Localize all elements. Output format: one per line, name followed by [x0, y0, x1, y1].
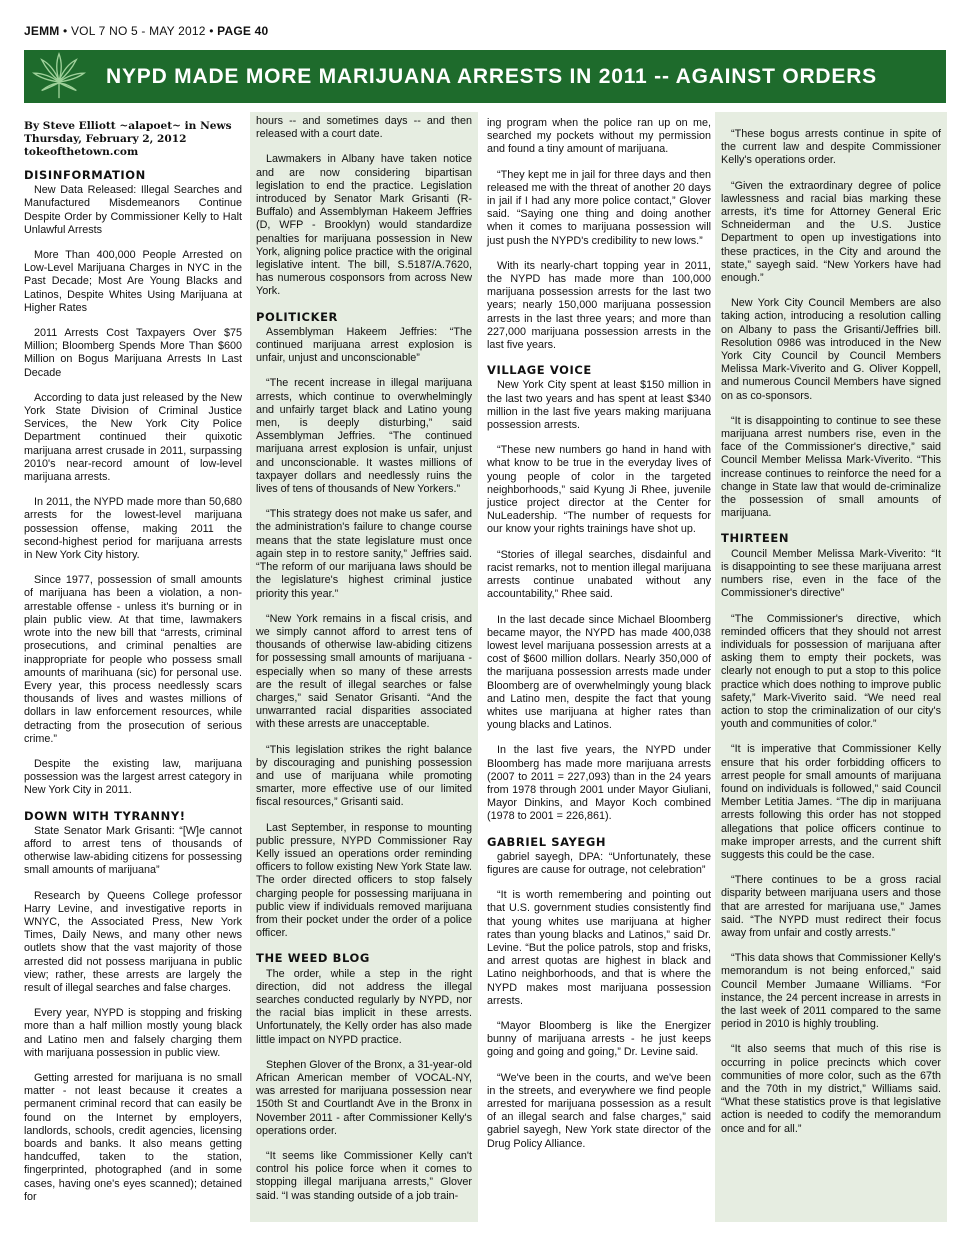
publication-name: JEMM — [24, 24, 60, 38]
section-heading: THE WEED BLOG — [256, 951, 370, 966]
paragraph: Last September, in response to mounting public pressure, NYPD Commissioner Ray Kelly issued an operations order reminding officers to follow existing New York State law. The order directed officers to stop falsely charging people for possessing marijuana in public view if individuals removed marijuana from their pocket under the order of a police officer. — [256, 821, 472, 940]
paragraph: “Mayor Bloomberg is like the Energizer bunny of marijuana arrests - he just keeps going and going and going,” Dr. Levine said. — [487, 1019, 711, 1059]
paragraph: New Data Released: Illegal Searches and Manufactured Misdemeanors Continue Despite Order by Commissioner Kelly to Halt Unlawful Arrests — [24, 184, 242, 236]
paragraph: “This data shows that Commissioner Kelly's memorandum is not being enforced,” said Council Member Jumaane Williams. “For instance, the 24 percent increase in arrests in the last week of 2011 compared to the same period in 2010 is highly troubling. — [721, 952, 941, 1031]
paragraph: “New York remains in a fiscal crisis, and we simply cannot afford to arrest tens of thousands of otherwise law-abiding citizens for possessing small amounts of marijuana - especially when so many of these arrests are the result of illegal searches or false charges,” said Senator Grisanti. “And the unwarranted racial disparities associated with these arrests are unacceptable. — [256, 612, 472, 731]
paragraph: New York City Council Members are also taking action, introducing a resolution calling on Albany to pass the Grisanti/Jeffries bill. Resolution 0986 was introduced in the New York City Council by Council Members Melissa Mark-Viverito and G. Oliver Koppell, and numerous Council Members have signed on as co-sponsors. — [721, 297, 941, 402]
page-number: PAGE 40 — [217, 24, 269, 38]
paragraph: “It is worth remembering and pointing out that U.S. government studies consistently find that young whites use marijuana at higher rates than young blacks and Latinos,” said Dr. Levine. “But the police patrols, stop and frisks, and arrest quotas are highest in black and Latino neighborhoods, and that is where the NYPD makes most marijuana possession arrests. — [487, 889, 711, 1007]
paragraph: According to data just released by the New York State Division of Criminal Justice Services, the New York City Police Department continued their quixotic marijuana arrest crusade in 2011, surpassing 2010's near-record amount of low-level marijuana arrests. — [24, 391, 242, 484]
column-4-text — [721, 128, 941, 1136]
paragraph: “It also seems that much of this rise is occurring in police precincts which cover communities of more color, such as the 67th and the 70th in my district,” Williams said. “What these statistics prove is that legislative action is needed to codify the memorandum once and for all.” — [721, 1043, 941, 1135]
column-3-text — [487, 117, 711, 1151]
section-heading: POLITICKER — [256, 309, 338, 324]
paragraph: “We've been in the courts, and we've been in the streets, and everywhere we find people arrested for marijuana possession as a result of an illegal search and false charges,” said gabriel sayegh, New York state director of the Drug Policy Alliance. — [487, 1071, 711, 1150]
paragraph: New York City spent at least $150 million in the last two years and has spent at least $340 million in the last five years making marijuana possession arrests. — [487, 379, 711, 432]
paragraph: Despite the existing law, marijuana possession was the largest arrest category in New York City in 2011. — [24, 757, 242, 797]
paragraph: Stephen Glover of the Bronx, a 31-year-old African American member of VOCAL-NY, was arrested for marijuana possession near 150th St and Courtlandt Ave in the Bronx in November 2011 - after Commissioner Kelly's operations order. — [256, 1058, 472, 1137]
paragraph: State Senator Mark Grisanti: “[W]e cannot afford to arrest tens of thousands of otherwise law-abiding citizens for possessing small amounts of marijuana” — [24, 824, 242, 877]
column-3 — [485, 112, 711, 1222]
paragraph: Research by Queens College professor Harry Levine, and investigative reports in WNYC, the Associated Press, New York Times, Daily News, and many other news outlets show that the vast majority of those arrested did not possess marijuana in public view; rather, these arrests are largely the result of illegal searches and false charges. — [24, 889, 242, 994]
paragraph: In the last five years, the NYPD under Bloomberg has made more marijuana arrests (2007 to 2011 = 227,093) than in the 24 years from 1978 through 2001 under Mayor Giuliani, Mayor Dinkins, and Mayor Koch combined (1978 to 2001 = 226,861). — [487, 744, 711, 823]
paragraph: “These new numbers go hand in hand with what know to be true in the everyday lives of young people of color in the targeted neighborhoods,” said Kyung Ji Rhee, juvenile justice project director at the Center for NuLeadership. “The number of requests for our know your rights trainings have shot up. — [487, 444, 711, 536]
paragraph: Assemblyman Hakeem Jeffries: “The continued marijuana arrest explosion is unfair, unjust and unconscionable” — [256, 325, 472, 365]
paragraph: Getting arrested for marijuana is no small matter - not least because it creates a permanent criminal record that can easily be found on the Internet by employers, landlords, schools, credit agencies, licensing boards and banks. It also means getting handcuffed, taken to the station, fingerprinted, photographed (and in some cases, having one's eyes scanned); detained for — [24, 1071, 242, 1203]
paragraph: In the last decade since Michael Bloomberg became mayor, the NYPD has made 400,038 lowest level marijuana possession arrests at a cost of $600 million dollars. Nearly 350,000 of the marijuana possession arrests made under Bloomberg are of overwhelmingly young black and Latino men, despite the fact that young whites use marijuana at higher rates than young blacks and Latinos. — [487, 613, 711, 732]
paragraph: Since 1977, possession of small amounts of marijuana has been a violation, a non-arrestable offense - unless it's burning or in plain public view. At that time, lawmakers wrote into the new bill that “arrests, criminal prosecutions, and criminal penalties are inappropriate for people who possess small amounts of marihuana (sic) for personal use. Every year, this process needlessly scars thousands of lives and wastes millions of dollars in law enforcement resources, while detracting from the prosecution of serious crime.” — [24, 574, 242, 745]
paragraph: More Than 400,000 People Arrested on Low-Level Marijuana Charges in NYC in the Past Decade; Most Are Young Blacks and Latinos, Despite Whites Using Marijuana at Higher Rates — [24, 249, 242, 314]
paragraph: The order, while a step in the right direction, did not address the illegal searches conducted regularly by NYPD, nor the racial bias implicit in these arrests. Unfortunately, the Kelly order has also made little impact on NYPD practice. — [256, 967, 472, 1046]
paragraph: “There continues to be a gross racial disparity between marijuana users and those that are arrested for marijuana use,” James said. “The NYPD must redirect their focus away from unfair and costly arrests.” — [721, 874, 941, 939]
section-heading: DOWN WITH TYRANNY! — [24, 808, 186, 823]
paragraph: “It is imperative that Commissioner Kelly ensure that his order forbidding officers to arrest people for small amounts of marijuana found on individuals is followed,” said Council Member Letitia James. “The dip in marijuana arrests following this order has not stopped allegations that police officers continue to make improper arrests, and the current shift suggests this could be the case. — [721, 743, 941, 861]
paragraph: “Stories of illegal searches, disdainful and racist remarks, not to mention illegal marijuana arrests continue unabated without any accountability,” Rhee said. — [487, 548, 711, 601]
column-2-text — [256, 115, 472, 1203]
paragraph: 2011 Arrests Cost Taxpayers Over $75 Million; Bloomberg Spends More Than $600 Million on Bogus Marijuana Arrests In Last Decade — [24, 327, 242, 379]
section-heading: THIRTEEN — [721, 531, 790, 546]
continued-paragraph: hours -- and sometimes days -- and then released with a court date. — [256, 115, 472, 141]
paragraph: “The Commissioner's directive, which reminded officers that they should not arrest individuals for possession of marijuana after asking them to empty their pockets, was clearly not enough to put a stop to this police practice which does nothing to improve public safety,” Mark-Viverito said. “We need real action to stop the criminalization of our city's youth and communities of color.” — [721, 612, 941, 731]
paragraph: With its nearly-chart topping year in 2011, the NYPD has made more than 100,000 marijuana possession arrests for the last two years; nearly 150,000 marijuana possession arrests in the last three years; and more than 227,000 marijuana possession arrests in the last five years. — [487, 259, 711, 352]
byline-author: By Steve Elliott ~alapoet~ in News — [24, 120, 232, 132]
paragraph: “This strategy does not make us safer, and the administration's failure to change course means that the state legislature must once again step in to restore sanity,” Jeffries said. “The reform of our marijuana laws should be the legislature's highest criminal justice priority this year.” — [256, 508, 472, 600]
paragraph: “This legislation strikes the right balance by discouraging and punishing possession and use of marijuana while promoting smarter, more effective use of our limited fiscal resources,” Grisanti said. — [256, 743, 472, 809]
column-2 — [250, 112, 478, 1222]
byline-date: Thursday, February 2, 2012 — [24, 133, 187, 145]
paragraph: Lawmakers in Albany have taken notice and are now considering bipartisan legislation to end the practice. Legislation introduced by Senator Mark Grisanti (R-Buffalo) and Assemblyman Hakeem Jeffries (D, WFP - Brooklyn) would standardize penalties for marijuana possession in New York, aligning police practice with the original legislative intent. The bill, S.5187/A.7620, has numerous cosponsors from across New York. — [256, 153, 472, 298]
continued-paragraph: ing program when the police ran up on me, searched my pockets without my permission and found a tiny amount of marijuana. — [487, 117, 711, 156]
marijuana-leaf-icon — [30, 52, 88, 102]
paragraph: “These bogus arrests continue in spite of the current law and despite Commissioner Kelly's operations order. — [721, 128, 941, 167]
paragraph: Every year, NYPD is stopping and frisking more than a half million mostly young black and Latino men and falsely charging them with marijuana possession in public view. — [24, 1007, 242, 1059]
paragraph: “Given the extraordinary degree of police lawlessness and racial bias marking these arrests, it's time for Attorney General Eric Schneiderman and the U.S. Justice Department to open up investigations into these practices, in the City and around the state,” sayegh said. “New Yorkers have had enough.” — [721, 179, 941, 285]
byline-source: tokeofthetown.com — [24, 146, 139, 158]
issue-info: VOL 7 NO 5 - MAY 2012 — [70, 24, 206, 38]
paragraph: gabriel sayegh, DPA: “Unfortunately, these figures are cause for outrage, not celebration” — [487, 850, 711, 876]
paragraph: “They kept me in jail for three days and then released me with the threat of another 20 days in jail if I had any more police contact,” Glover said. “Saying one thing and doing another when it comes to marijuana possession will just push the NYPD's credibility to new lows.” — [487, 168, 711, 247]
headline: NYPD MADE MORE MARIJUANA ARRESTS IN 2011 -- AGAINST ORDERS — [106, 64, 877, 88]
column-4 — [715, 112, 947, 1222]
column-1-text — [24, 169, 242, 1204]
paragraph: “It seems like Commissioner Kelly can't control his police force when it comes to stopping illegal marijuana arrests,” Glover said. “I was standing outside of a job train- — [256, 1150, 472, 1202]
paragraph: Council Member Melissa Mark-Viverito: “It is disappointing to see these marijuana arrest numbers rise, even in the face of the Commissioner's directive” — [721, 547, 941, 600]
byline — [24, 120, 242, 159]
paragraph: “The recent increase in illegal marijuana arrests, which continue to overwhelmingly and unfairly target black and Latino young men, is deeply disturbing,” said Assemblyman Jeffries. “The continued marijuana arrest explosion is unfair, unjust and unconscionable. It wastes millions of taxpayer dollars and needlessly ruins the lives of tens of thousands of New Yorkers.” — [256, 377, 472, 496]
paragraph: “It is disappointing to continue to see these marijuana arrest numbers rise, even in the face of the Commissioner's directive,” said Council Member Melissa Mark-Viverito. “This increase continues to reinforce the need for a change in State law that would de-criminalize the possession of small amounts of marijuana. — [721, 414, 941, 520]
paragraph: In 2011, the NYPD made more than 50,680 arrests for the lowest-level marijuana possession offense, making 2011 the second-highest period for marijuana arrests in New York City history. — [24, 496, 242, 562]
section-heading: DISINFORMATION — [24, 168, 146, 182]
section-heading: GABRIEL SAYEGH — [487, 834, 607, 849]
running-header: JEMM • VOL 7 NO 5 - MAY 2012 • PAGE 40 — [24, 24, 269, 38]
column-1 — [24, 112, 242, 1222]
section-heading: VILLAGE VOICE — [487, 363, 592, 378]
headline-banner — [24, 50, 946, 103]
